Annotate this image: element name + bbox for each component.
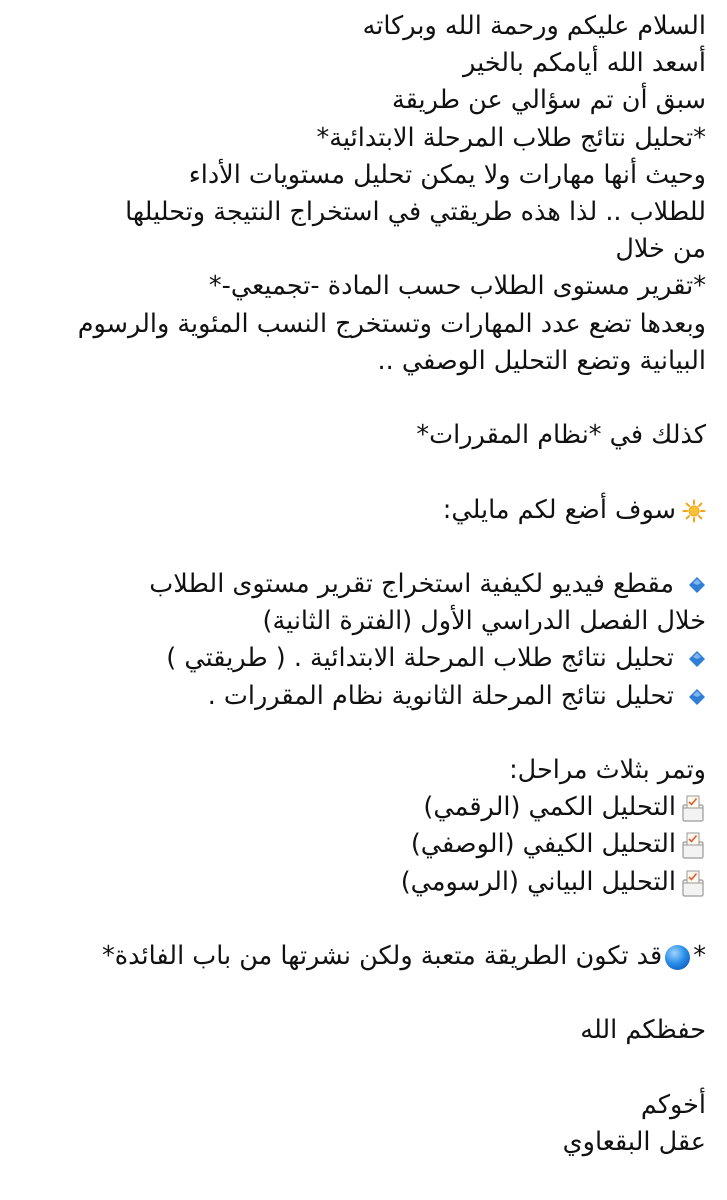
sun-icon <box>682 499 706 523</box>
large-blue-circle-icon <box>664 944 691 971</box>
stage-text: التحليل البياني (الرسومي) <box>400 866 676 897</box>
small-blue-diamond-icon <box>688 688 706 706</box>
list-item-continuation: خلال الفصل الدراسي الأول (الفترة الثانية) <box>262 606 706 637</box>
blessing-line: حفظكم الله <box>580 1015 706 1046</box>
intro-line-4: للطلاب .. لذا هذه طريقتي في استخراج النتيجة وتحليلها <box>125 197 706 228</box>
list-item-text: تحليل نتائج المرحلة الثانوية نظام المقررات . <box>207 680 674 711</box>
spacer <box>8 529 706 566</box>
signature-line-2: عقل البقعاوي <box>562 1126 706 1157</box>
greeting-line-2: أسعد الله أيامكم بالخير <box>463 48 706 79</box>
note-text: قد تكون الطريقة متعبة ولكن نشرتها من باب الفائدة* <box>102 941 663 971</box>
stages-intro: وتمر بثلاث مراحل: <box>509 755 706 785</box>
list-item <box>8 566 706 603</box>
stage-item <box>8 789 706 826</box>
note-prefix: * <box>693 941 706 971</box>
ballot-box-icon <box>680 793 706 823</box>
signature-line-1: أخوكم <box>640 1089 706 1120</box>
ballot-box-icon <box>680 830 706 860</box>
list-item <box>8 640 706 677</box>
intro-line-3: وحيث أنها مهارات ولا يمكن تحليل مستويات الأداء <box>188 159 706 190</box>
greeting-line-1: السلام عليكم ورحمة الله وبركاته <box>362 11 706 41</box>
ballot-box-icon <box>680 868 706 898</box>
small-blue-diamond-icon <box>688 650 706 668</box>
intro-line-2: *تحليل نتائج طلاب المرحلة الابتدائية* <box>316 122 706 153</box>
spacer <box>8 975 706 1012</box>
stage-text: التحليل الكمي (الرقمي) <box>423 792 676 823</box>
intro-line-7: وبعدها تضع عدد المهارات وتستخرج النسب المئوية والرسوم <box>77 308 706 339</box>
list-item-text: مقطع فيديو لكيفية استخراج تقرير مستوى الطلاب <box>149 569 674 599</box>
intro-line-1: سبق أن تم سؤالي عن طريقة <box>391 85 706 116</box>
stage-text: التحليل الكيفي (الوصفي) <box>410 829 676 860</box>
spacer <box>8 901 706 938</box>
intro-line-6: *تقرير مستوى الطلاب حسب المادة -تجميعي-* <box>208 271 706 302</box>
stage-item <box>8 826 706 863</box>
small-blue-diamond-icon <box>688 576 706 594</box>
stage-item <box>8 864 706 901</box>
will-post-line <box>8 492 706 529</box>
intro-line-5: من خلال <box>615 234 706 265</box>
also-line: كذلك في *نظام المقررات* <box>416 420 706 451</box>
will-post-text: سوف أضع لكم مايلي: <box>442 494 676 525</box>
note-line <box>8 938 706 975</box>
spacer <box>8 715 706 752</box>
list-item-text: تحليل نتائج طلاب المرحلة الابتدائية . ( طريقتي ) <box>166 643 674 674</box>
spacer <box>8 1050 706 1087</box>
intro-line-8: البيانية وتضع التحليل الوصفي .. <box>377 345 706 376</box>
message-body <box>0 8 727 1161</box>
list-item <box>8 678 706 715</box>
spacer <box>8 380 706 417</box>
spacer <box>8 454 706 491</box>
